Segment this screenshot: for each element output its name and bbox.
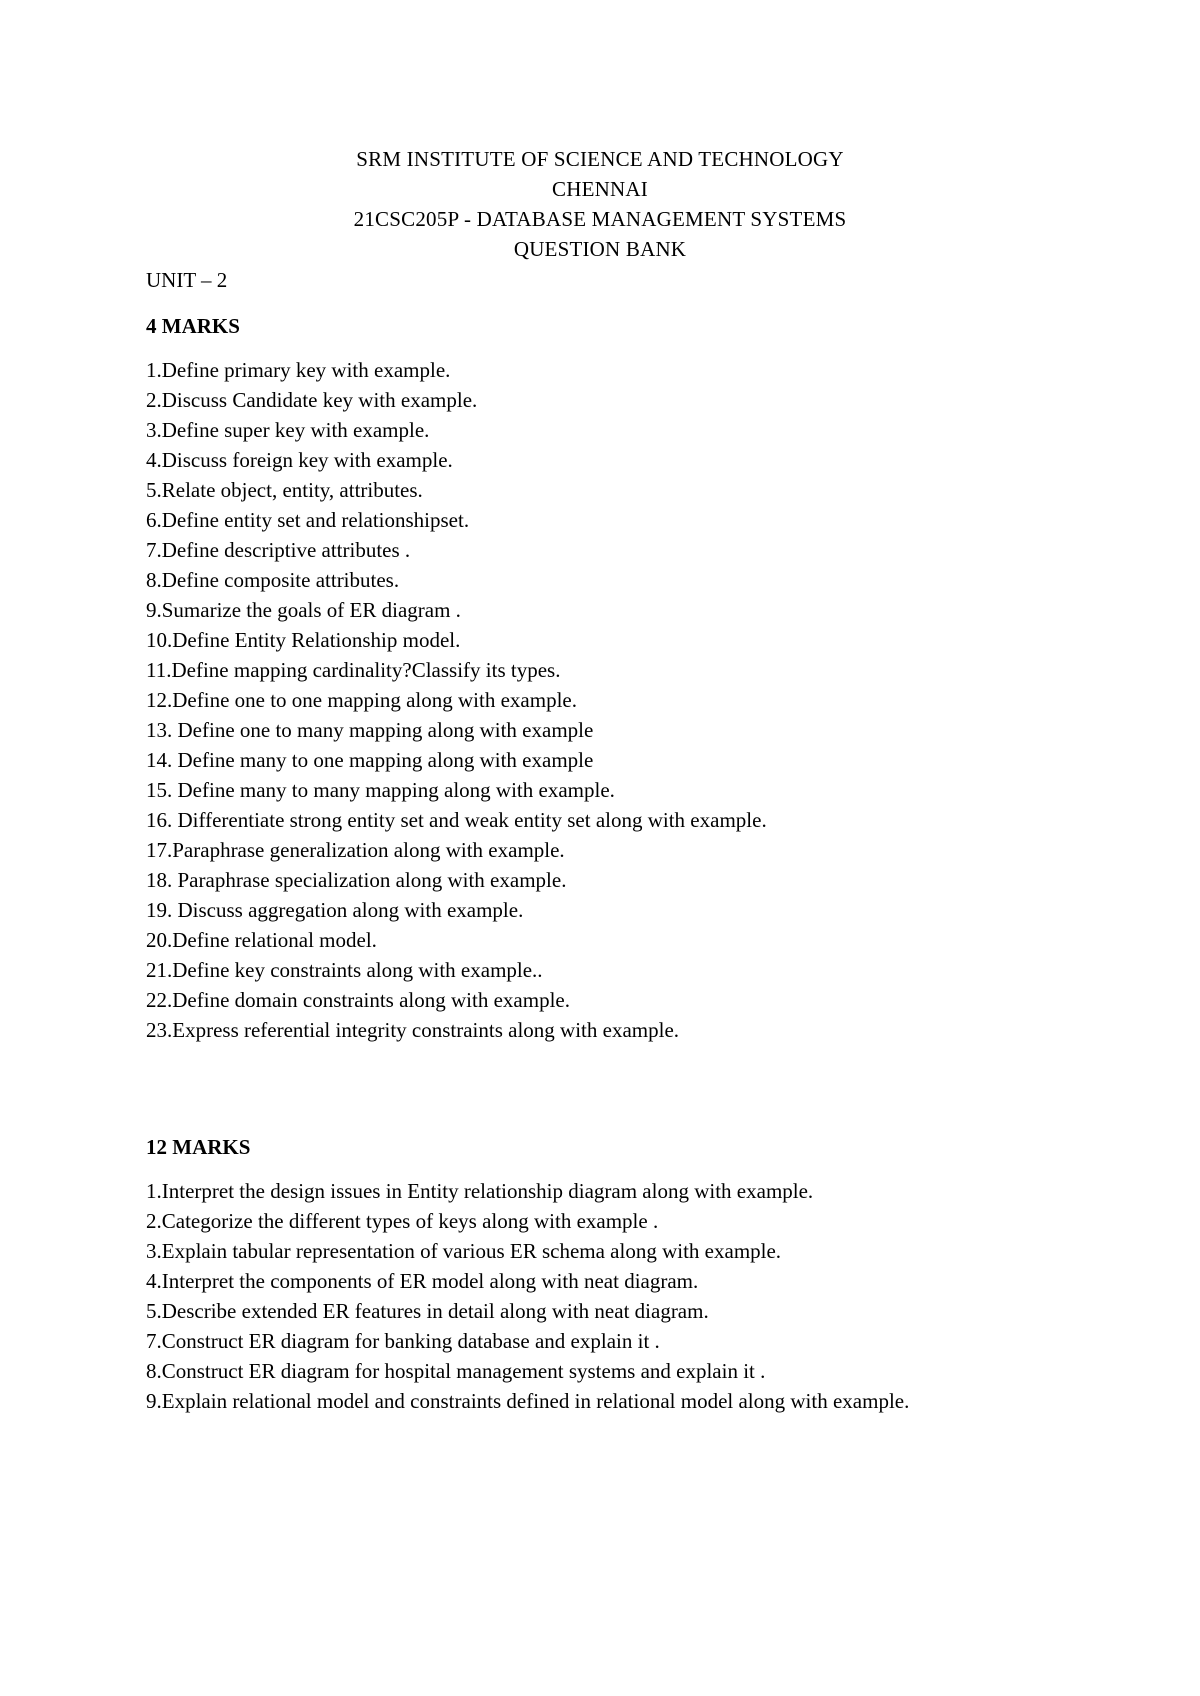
- question-list: [146, 1176, 1106, 1416]
- section-heading: 4 MARKS: [146, 314, 240, 338]
- question-item: 1.Interpret the design issues in Entity relationship diagram along with example.: [146, 1179, 814, 1203]
- question-item: 5.Describe extended ER features in detail along with neat diagram.: [146, 1299, 709, 1323]
- section-4-marks: [146, 311, 1106, 1045]
- question-item: 19. Discuss aggregation along with example.: [146, 898, 524, 922]
- question-item: 5.Relate object, entity, attributes.: [146, 478, 423, 502]
- question-item: 4.Interpret the components of ER model along with neat diagram.: [146, 1269, 699, 1293]
- question-item: 21.Define key constraints along with example..: [146, 958, 543, 982]
- city-name: CHENNAI: [552, 177, 648, 201]
- question-item: 12.Define one to one mapping along with example.: [146, 688, 577, 712]
- question-item: 6.Define entity set and relationshipset.: [146, 508, 470, 532]
- question-item: 4.Discuss foreign key with example.: [146, 448, 453, 472]
- question-item: 9.Explain relational model and constraints defined in relational model along with example.: [146, 1389, 910, 1413]
- question-item: 7.Construct ER diagram for banking database and explain it .: [146, 1329, 660, 1353]
- question-item: 8.Define composite attributes.: [146, 568, 400, 592]
- unit-block: [146, 265, 1106, 295]
- question-list: [146, 355, 1106, 1045]
- question-item: 14. Define many to one mapping along with example: [146, 748, 594, 772]
- document-type: QUESTION BANK: [513, 237, 687, 261]
- document-header: [0, 144, 1200, 264]
- section-heading: 12 MARKS: [146, 1135, 251, 1159]
- question-item: 15. Define many to many mapping along with example.: [146, 778, 615, 802]
- question-item: 13. Define one to many mapping along with example: [146, 718, 594, 742]
- question-item: 3.Define super key with example.: [146, 418, 430, 442]
- question-item: 2.Discuss Candidate key with example.: [146, 388, 478, 412]
- question-item: 20.Define relational model.: [146, 928, 377, 952]
- question-item: 9.Sumarize the goals of ER diagram .: [146, 598, 461, 622]
- question-item: 23.Express referential integrity constraints along with example.: [146, 1018, 680, 1042]
- question-item: 18. Paraphrase specialization along with example.: [146, 868, 567, 892]
- question-item: 3.Explain tabular representation of various ER schema along with example.: [146, 1239, 782, 1263]
- question-item: 22.Define domain constraints along with example.: [146, 988, 570, 1012]
- institute-name: SRM INSTITUTE OF SCIENCE AND TECHNOLOGY: [356, 147, 844, 171]
- question-item: 11.Define mapping cardinality?Classify its types.: [146, 658, 561, 682]
- question-item: 7.Define descriptive attributes .: [146, 538, 411, 562]
- course-title: 21CSC205P - DATABASE MANAGEMENT SYSTEMS: [353, 207, 847, 231]
- question-item: 2.Categorize the different types of keys along with example .: [146, 1209, 659, 1233]
- question-item: 8.Construct ER diagram for hospital management systems and explain it .: [146, 1359, 766, 1383]
- section-12-marks: [146, 1132, 1106, 1416]
- question-item: 16. Differentiate strong entity set and weak entity set along with example.: [146, 808, 767, 832]
- question-item: 10.Define Entity Relationship model.: [146, 628, 461, 652]
- question-item: 17.Paraphrase generalization along with example.: [146, 838, 565, 862]
- question-item: 1.Define primary key with example.: [146, 358, 451, 382]
- unit-label: UNIT – 2: [146, 268, 228, 292]
